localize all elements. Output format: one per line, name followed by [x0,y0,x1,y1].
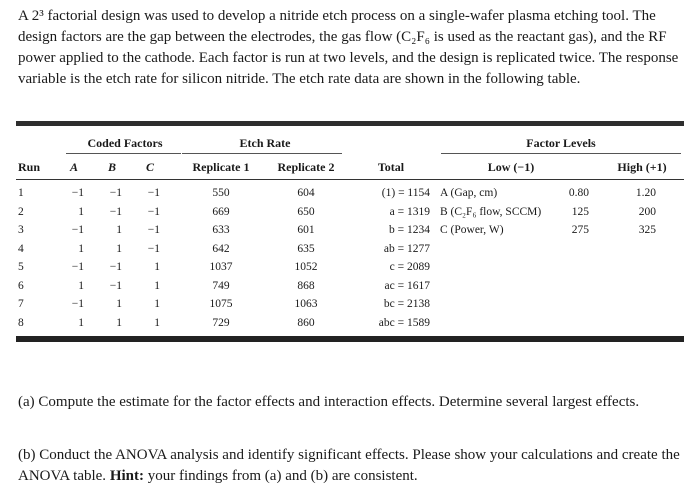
factor-level-name: B (C₂F₆ flow, SCCM) [440,205,542,218]
cell-run: 2 [18,205,24,218]
cell-rep1: 550 [212,187,230,199]
cell-total: a = 1319 [389,205,430,218]
cell-b: 1 [116,242,122,255]
cell-total: c = 2089 [389,261,430,273]
cell-c: 1 [154,279,160,292]
question-b-text: (b) Conduct the ANOVA analysis and identify significant effects. Please show your calculations and create the ANOVA table. [18,447,680,484]
col-replicate-2: Replicate 2 [277,160,335,174]
cell-a: −1 [71,261,84,273]
cell-c: 1 [154,261,160,273]
cell-a: 1 [78,242,84,255]
question-b-hint-text: your findings from (a) and (b) are consistent. [147,468,418,484]
col-low: Low (−1) [487,160,535,174]
cell-a: −1 [71,187,84,199]
cell-c: 1 [154,298,160,310]
factor-level-high: 1.20 [635,187,656,199]
cell-run: 6 [18,279,24,292]
cell-a: 1 [78,279,84,292]
cell-b: 1 [116,298,122,310]
cell-c: −1 [147,224,160,236]
factor-level-low: 125 [571,205,589,218]
factor-level-low: 0.80 [568,187,589,199]
cell-b: −1 [109,187,122,199]
cell-rep1: 749 [212,279,230,292]
cell-rep1: 1037 [209,261,233,273]
cell-c: 1 [154,316,160,329]
cell-a: −1 [71,224,84,236]
cell-total: ab = 1277 [383,242,430,255]
etch-rate-table [16,121,684,343]
cell-total: ac = 1617 [384,279,430,292]
col-c: C [145,160,154,174]
table-top-bar [16,121,684,126]
question-a: (a) Compute the estimate for the factor effects and interaction effects. Determine several largest effects. [18,394,640,410]
cell-a: −1 [71,298,84,310]
cell-run: 1 [18,187,24,199]
cell-rep1: 669 [212,205,230,218]
rule-factor-levels [441,153,681,154]
question-b [18,445,682,487]
col-a: A [69,160,78,174]
cell-run: 8 [18,316,24,329]
cell-total: b = 1234 [389,224,430,236]
cell-b: 1 [116,224,122,236]
cell-rep1: 633 [212,224,230,236]
cell-total: abc = 1589 [378,316,430,329]
cell-run: 3 [18,224,24,236]
header-coded-factors: Coded Factors [87,136,163,150]
cell-a: 1 [78,316,84,329]
col-b: B [107,160,116,174]
cell-rep2: 635 [297,242,315,255]
factor-level-low: 275 [571,224,589,236]
cell-b: −1 [109,279,122,292]
cell-c: −1 [147,187,160,199]
cell-run: 4 [18,242,24,255]
problem-intro: A 2³ factorial design was used to develop a nitride etch process on a single-wafer plasma etching tool. The design factors are the gap between the electrodes, the gas flow (C₂F₆ is used as the reactant gas), and the RF power applied to the cathode. Each factor is run at two levels, and the design is replicated twice. The response variable is the etch rate for silicon nitride. The etch rate data are shown in the following table. [18,8,679,87]
cell-total: (1) = 1154 [381,187,430,199]
cell-rep2: 860 [297,316,315,329]
col-replicate-1: Replicate 1 [192,160,250,174]
cell-rep1: 729 [212,316,230,329]
col-high: High (+1) [617,160,667,174]
cell-total: bc = 2138 [383,298,430,310]
cell-rep2: 868 [297,279,315,292]
col-total: Total [377,160,405,174]
header-factor-levels: Factor Levels [526,136,596,150]
factor-level-name: C (Power, W) [440,224,504,236]
hint-label: Hint: [109,468,144,484]
cell-rep1: 1075 [209,298,233,310]
header-etch-rate: Etch Rate [239,136,291,150]
cell-c: −1 [147,205,160,218]
col-run: Run [18,160,41,174]
factor-level-high: 200 [638,205,656,218]
header-bottom-rule [16,179,684,180]
cell-b: 1 [116,316,122,329]
cell-b: −1 [109,261,122,273]
factor-level-name: A (Gap, cm) [440,187,498,199]
table-bottom-bar [16,336,684,342]
cell-rep2: 1052 [294,261,318,273]
cell-c: −1 [147,242,160,255]
cell-run: 7 [18,298,24,310]
cell-rep2: 601 [297,224,315,236]
cell-rep1: 642 [212,242,230,255]
cell-rep2: 650 [297,205,315,218]
factor-level-high: 325 [638,224,656,236]
cell-run: 5 [18,261,24,273]
cell-rep2: 1063 [294,298,318,310]
cell-b: −1 [109,205,122,218]
rule-etch-rate [182,153,342,154]
cell-rep2: 604 [297,187,315,199]
cell-a: 1 [78,205,84,218]
rule-coded-factors [66,153,181,154]
